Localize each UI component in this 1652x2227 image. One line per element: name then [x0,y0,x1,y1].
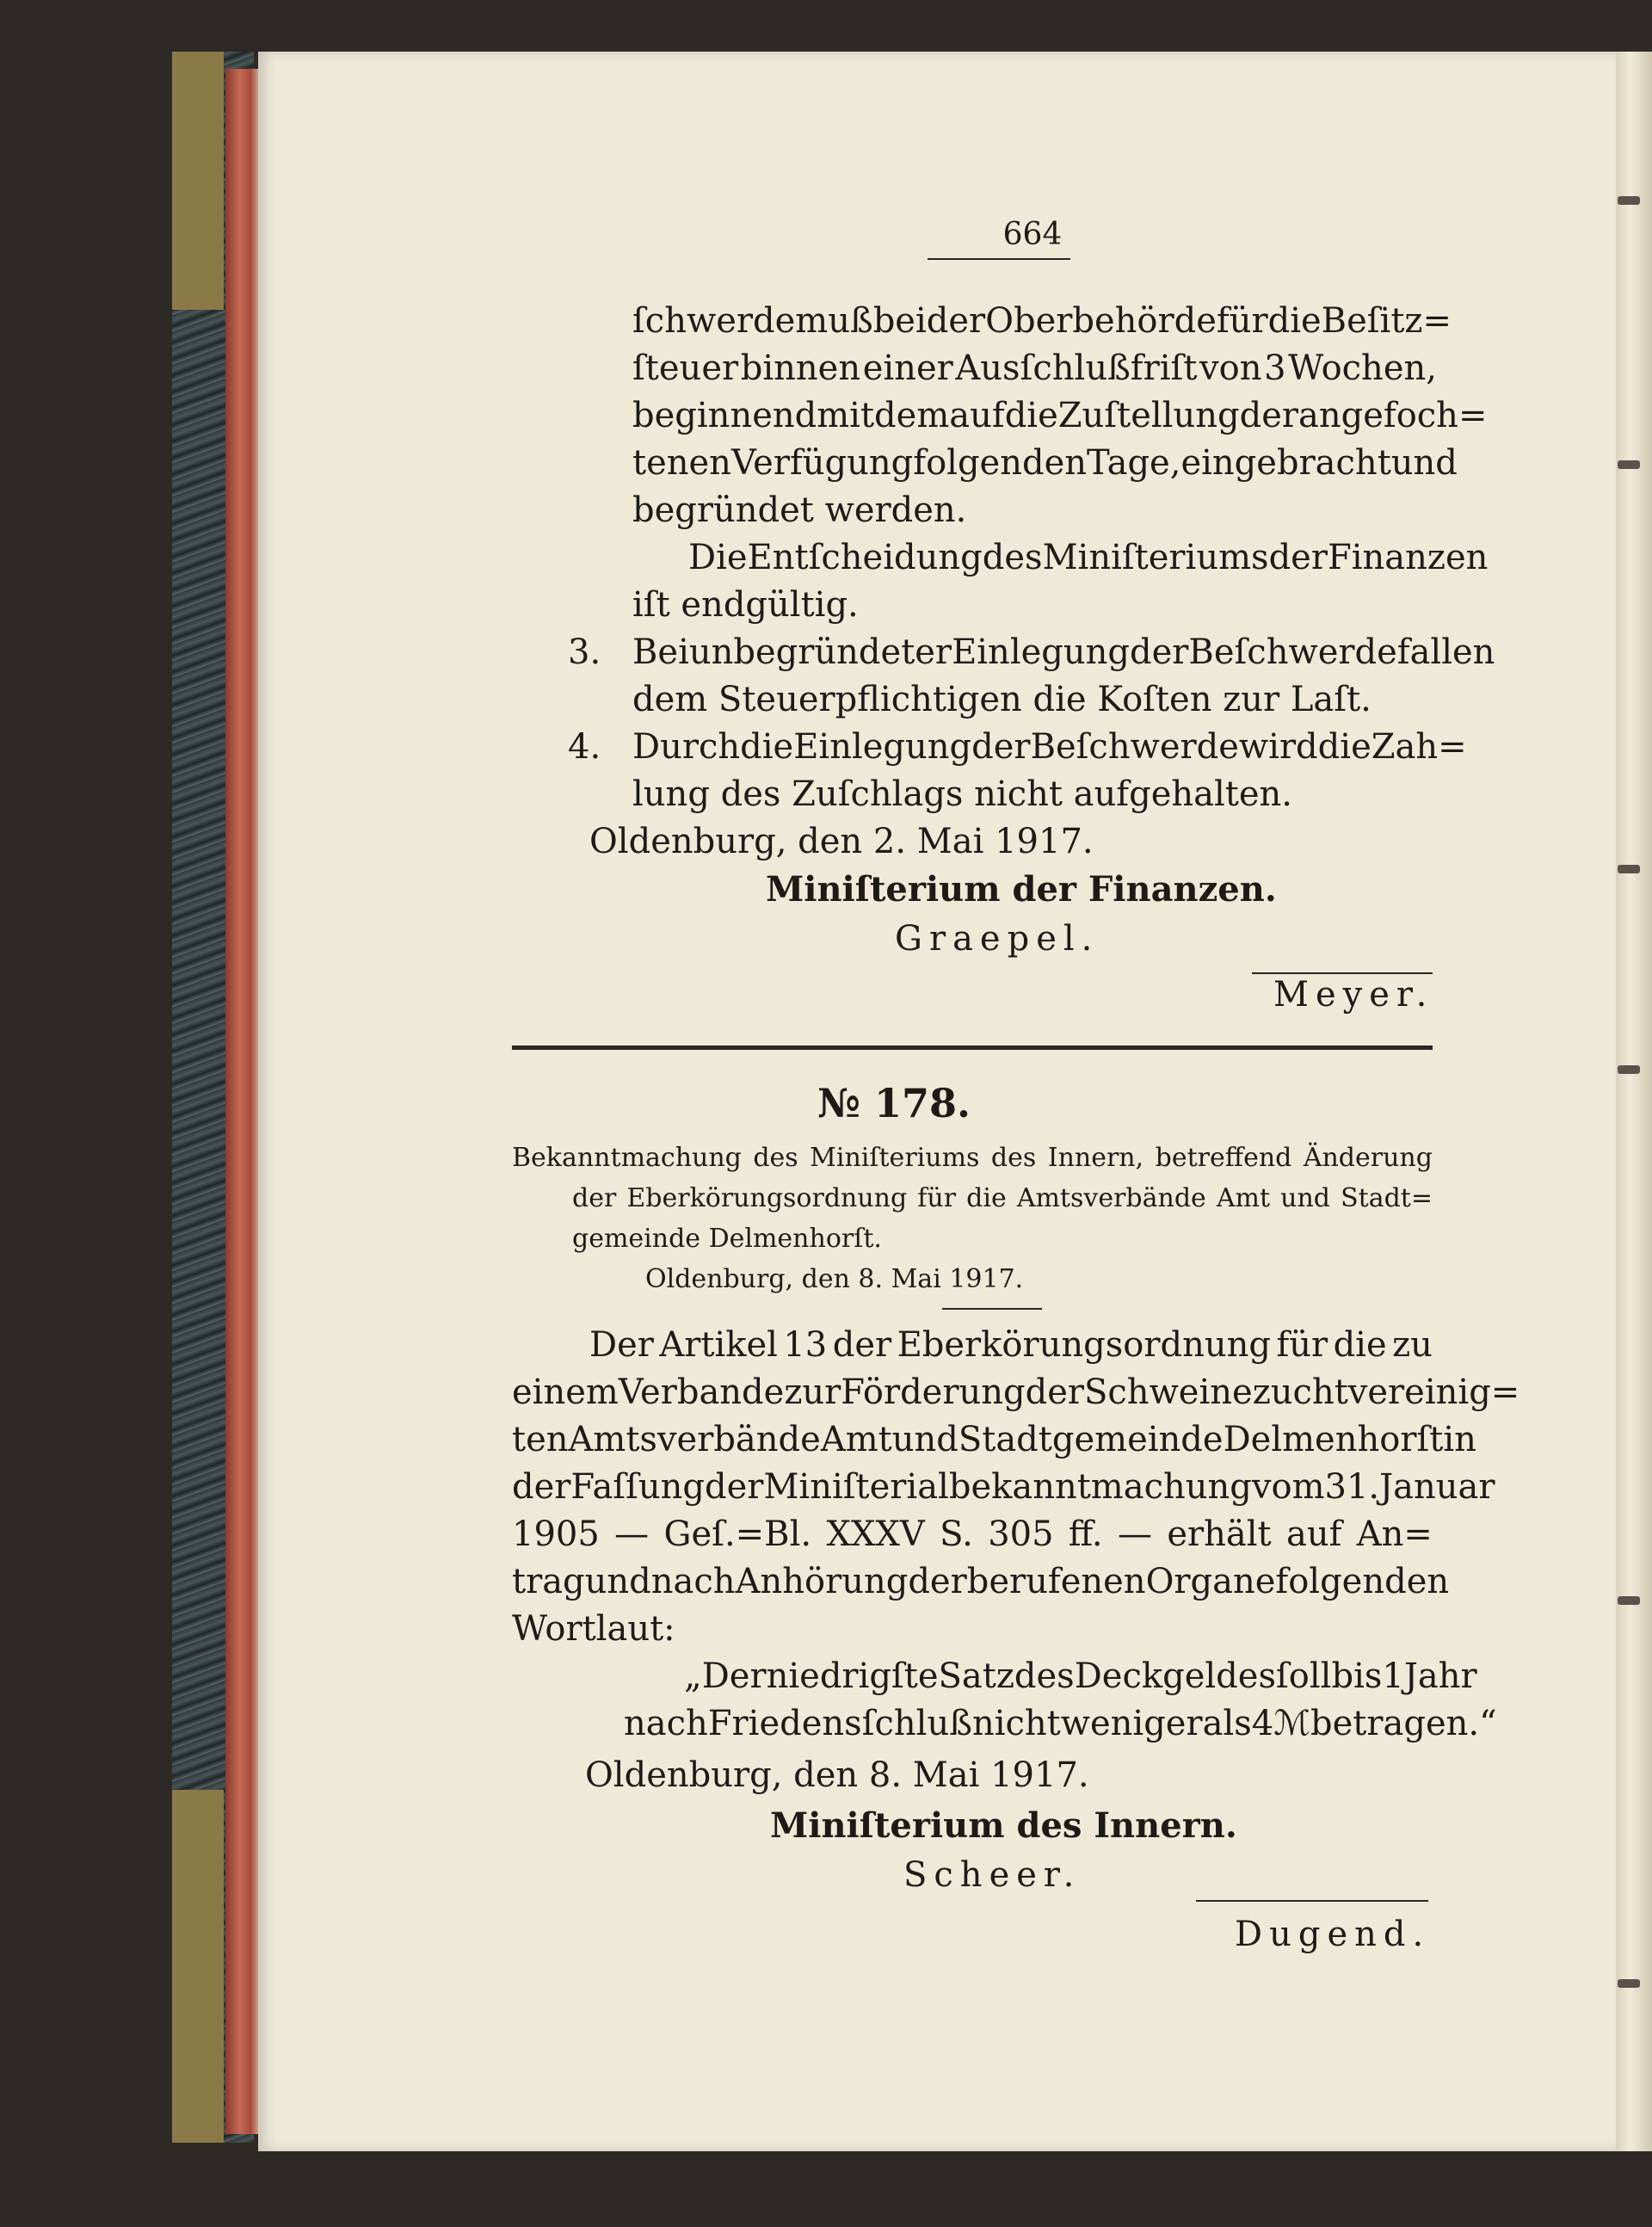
text-line: iſt endgültig. [632,585,859,625]
signature-rule [1196,1900,1428,1902]
text-line: ſteuer binnen einer Ausſchlußfriſt von 3 Wochen, [632,349,1437,388]
text-line: ten Amtsverbände Amt und Stadtgemeinde Delmenhorſt in [512,1420,1476,1459]
book-gutter [1616,52,1652,2151]
text-line: lung des Zuſchlags nicht aufgehalten. [632,774,1292,814]
binding-stitch [1618,865,1640,873]
notice-number: № 178. [817,1080,971,1126]
heading-date: Oldenburg, den 8. Mai 1917. [645,1264,1024,1294]
binding-stitch [1618,196,1640,205]
ministry-name: Miniſterium der Finanzen. [766,869,1277,910]
text-line: Wortlaut: [512,1609,675,1649]
text-line: der Faſſung der Miniſterialbekanntmachung vom 31. Januar [512,1467,1495,1507]
text-line: Die Entſcheidung des Miniſteriums der Finanzen [688,538,1489,577]
heading-line: Bekanntmachung des Miniſteriums des Innern, betreffend Änderung [512,1143,1433,1173]
text-line: tenen Verfügung folgenden Tage, eingebracht und [632,443,1458,483]
quote-line: nach Friedensſchluß nicht weniger als 4 ℳ betragen.“ [624,1704,1497,1743]
text-line: ſchwerde muß bei der Oberbehörde für die Beſitz= [632,301,1452,341]
quote-line: „Der niedrigſte Satz des Deckgeldes ſoll bis 1 Jahr [684,1656,1477,1696]
date-line: Oldenburg, den 8. Mai 1917. [585,1755,1089,1795]
date-line: Oldenburg, den 2. Mai 1917. [589,822,1094,861]
text-line: begründet werden. [632,490,967,530]
heading-line: der Eberkörungsordnung für die Amtsverbände Amt und Stadt= [572,1183,1433,1213]
list-number: 4. [568,727,601,767]
book-cloth-bottom [172,1790,224,2143]
binding-stitch [1618,1979,1640,1988]
binding-stitch [1618,460,1640,469]
section-divider [512,1046,1433,1050]
signature-name: Meyer. [1273,975,1434,1015]
page-number: 664 [1002,217,1063,252]
text-line: Durch die Einlegung der Beſchwerde wird die Zah= [632,727,1467,767]
heading-rule [942,1308,1042,1310]
text-line: Bei unbegründeter Einlegung der Beſchwerde fallen [632,632,1495,672]
heading-line: gemeinde Delmenhorſt. [572,1224,882,1254]
ministry-name: Miniſterium des Innern. [770,1805,1237,1846]
text-line: Der Artikel 13 der Eberkörungsordnung für die zu [589,1325,1433,1365]
signature-name: Dugend. [1235,1915,1431,1954]
text-line: trag und nach Anhörung der berufenen Organe folgenden [512,1562,1450,1601]
signature-name: Graepel. [895,919,1100,959]
text-line: einem Verbande zur Förderung der Schweinezucht vereinig= [512,1373,1520,1412]
signature-rule [1252,972,1433,974]
text-line: dem Steuerpflichtigen die Koſten zur Laſt. [632,680,1372,719]
binding-stitch [1618,1065,1640,1074]
binding-stitch [1618,1596,1640,1605]
text-line: beginnend mit dem auf die Zuſtellung der angefoch= [632,396,1488,435]
signature-name: Scheer. [903,1855,1082,1895]
page-number-rule [928,258,1070,260]
text-line: 1905 — Geſ.=Bl. XXXV S. 305 ff. — erhält auf An= [512,1514,1433,1554]
book-cloth-top [172,52,224,310]
list-number: 3. [568,632,601,672]
page-stack-edge [225,69,262,2134]
